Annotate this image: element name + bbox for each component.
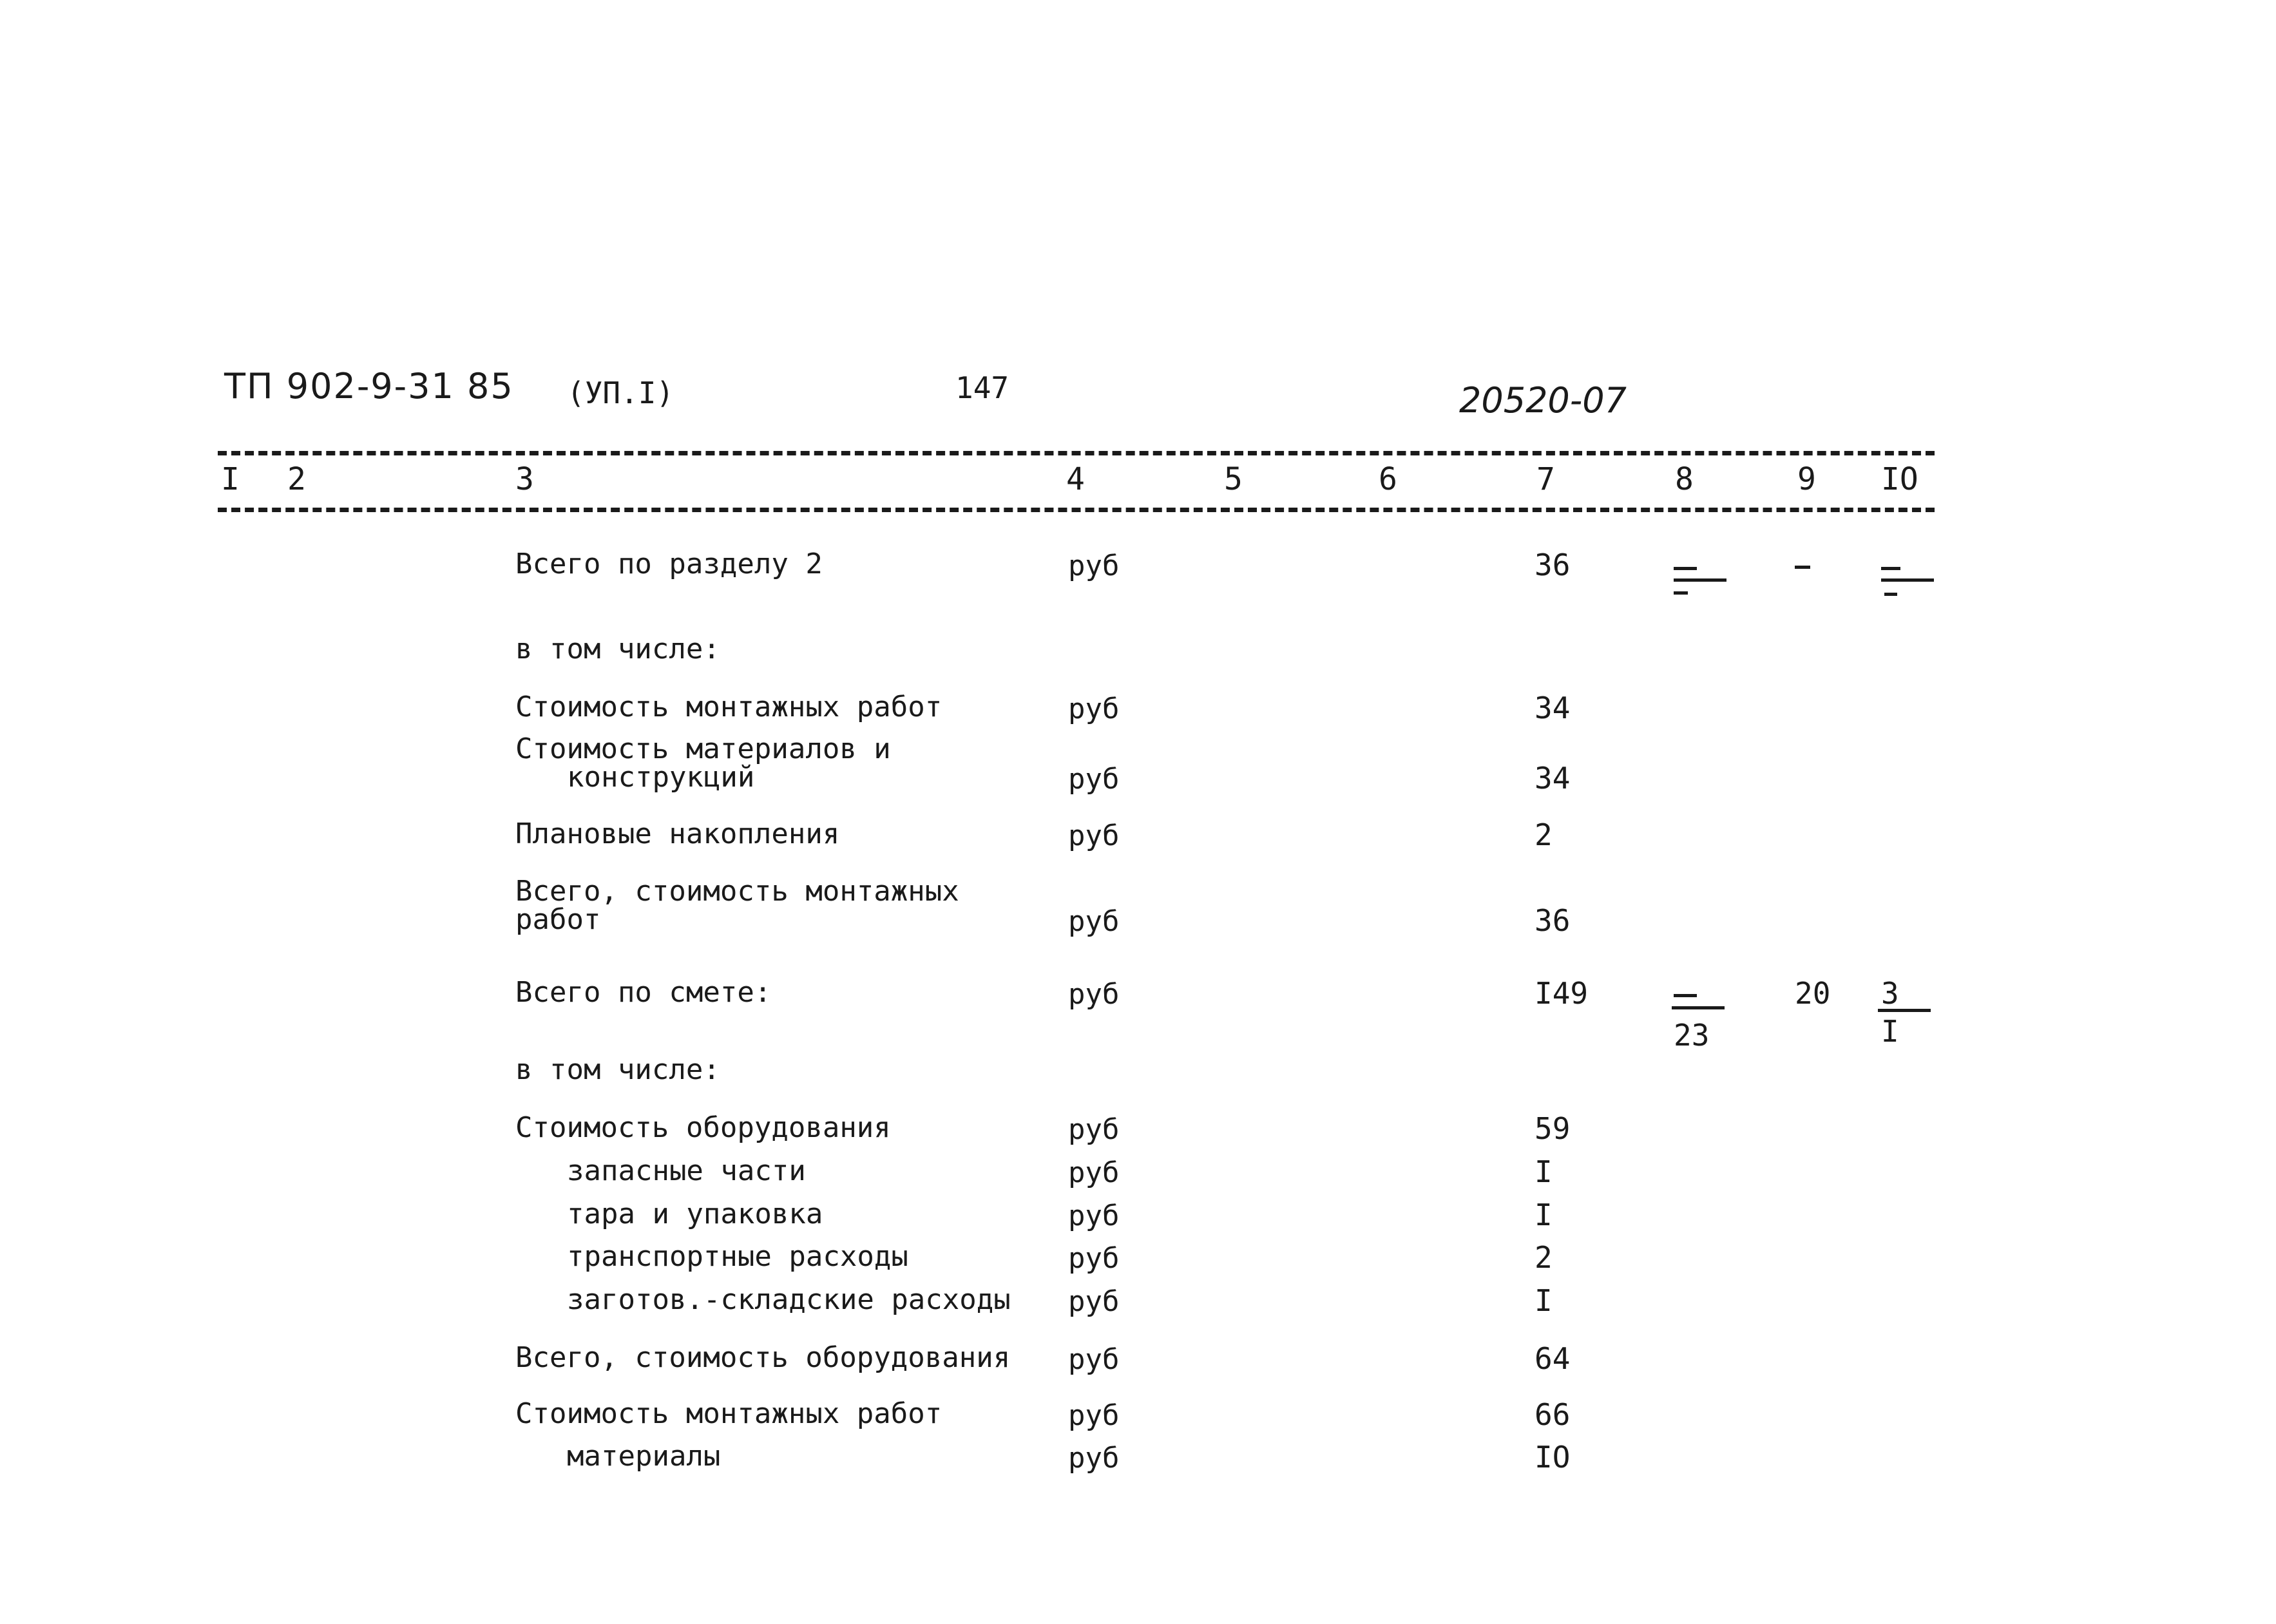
row-col7-value: 34	[1535, 691, 1571, 725]
row-label-line1: Стоимость материалов и	[515, 732, 891, 765]
row-col7-value: 64	[1535, 1341, 1571, 1376]
row-label: материалы	[567, 1440, 721, 1473]
row-label-line2: работ	[515, 903, 601, 936]
row-col8-fraction-line	[1672, 1006, 1725, 1009]
row-col7-value: 2	[1535, 817, 1553, 852]
row-col7-value: I	[1535, 1154, 1553, 1189]
col-number-3: 3	[515, 461, 534, 497]
row-col9-value: 20	[1795, 976, 1831, 1011]
row-unit: руб	[1068, 1285, 1120, 1318]
row-unit: руб	[1068, 1113, 1120, 1146]
page-number: 147	[955, 370, 1009, 405]
row-unit: руб	[1068, 549, 1120, 582]
col-number-8: 8	[1675, 461, 1694, 497]
row-col7-value: I49	[1535, 976, 1589, 1011]
row-unit: руб	[1068, 1199, 1120, 1232]
row-col10-top-value: 3	[1881, 976, 1899, 1011]
row-col10-dash-mark	[1881, 567, 1900, 570]
row-col9-dash-mark	[1795, 566, 1810, 569]
row-col10-value	[1881, 602, 1882, 603]
col-number-10: IO	[1881, 461, 1918, 497]
row-col8-dash-mark	[1674, 994, 1697, 997]
project-code: ТП 902-9-31 85	[224, 366, 514, 406]
row-col7-value: 2	[1535, 1240, 1553, 1275]
row-label: Плановые накопления	[515, 817, 840, 850]
row-label: заготов.-складские расходы	[567, 1283, 1011, 1316]
row-label: Стоимость монтажных работ	[515, 1397, 942, 1430]
row-col7-value: IO	[1535, 1440, 1571, 1475]
row-label: Стоимость монтажных работ	[515, 691, 942, 723]
row-col8-dash-mark	[1674, 578, 1726, 582]
row-label: запасные части	[567, 1154, 806, 1187]
row-unit: руб	[1068, 1156, 1120, 1189]
col-number-6: 6	[1379, 461, 1397, 497]
row-label: в том числе:	[515, 1053, 720, 1086]
row-unit: руб	[1068, 1343, 1120, 1376]
row-unit: руб	[1068, 693, 1120, 725]
row-col10-dash-mark	[1881, 578, 1934, 582]
col-number-4: 4	[1066, 461, 1085, 497]
row-unit: руб	[1068, 978, 1120, 1011]
col-number-1: I	[221, 461, 240, 497]
row-col8-dash-mark	[1674, 567, 1697, 570]
row-label: в том числе:	[515, 633, 720, 665]
row-label: Всего по смете:	[515, 976, 772, 1009]
row-col7-value: 34	[1535, 761, 1571, 796]
row-col7-value: 66	[1535, 1397, 1571, 1432]
row-label: тара и упаковка	[567, 1198, 823, 1230]
col-number-9: 9	[1797, 461, 1816, 497]
row-col8-dash-mark	[1674, 591, 1688, 595]
row-unit: руб	[1068, 819, 1120, 852]
row-label-line1: Всего, стоимость монтажных	[515, 875, 959, 908]
document-number: 20520-07	[1459, 380, 1627, 421]
row-col10-dash-mark	[1884, 593, 1897, 596]
row-label: Всего, стоимость оборудования	[515, 1341, 1011, 1374]
row-col8-bottom-value: 23	[1674, 1018, 1710, 1053]
row-col7-value: I	[1535, 1198, 1553, 1232]
row-col7-value: 59	[1535, 1111, 1571, 1146]
row-col10-fraction-line	[1878, 1009, 1931, 1012]
col-number-7: 7	[1536, 461, 1555, 497]
col-number-5: 5	[1224, 461, 1243, 497]
row-unit: руб	[1068, 1399, 1120, 1432]
row-col7-value: 36	[1535, 548, 1571, 582]
row-unit: руб	[1068, 1242, 1120, 1275]
row-label: Всего по разделу 2	[515, 548, 823, 580]
row-label: транспортные расходы	[567, 1240, 908, 1273]
row-col7-value: I	[1535, 1283, 1553, 1318]
volume-label: (УП.I)	[567, 376, 674, 410]
header-rule-bottom	[218, 508, 1935, 512]
row-col10-bottom-value: I	[1881, 1014, 1899, 1049]
row-unit: руб	[1068, 905, 1120, 938]
row-label-line2: конструкций	[567, 761, 755, 794]
row-label: Стоимость оборудования	[515, 1111, 891, 1144]
header-rule-top	[218, 451, 1935, 455]
row-unit: руб	[1068, 763, 1120, 796]
row-col7-value: 36	[1535, 903, 1571, 938]
row-unit: руб	[1068, 1442, 1120, 1475]
col-number-2: 2	[287, 461, 306, 497]
